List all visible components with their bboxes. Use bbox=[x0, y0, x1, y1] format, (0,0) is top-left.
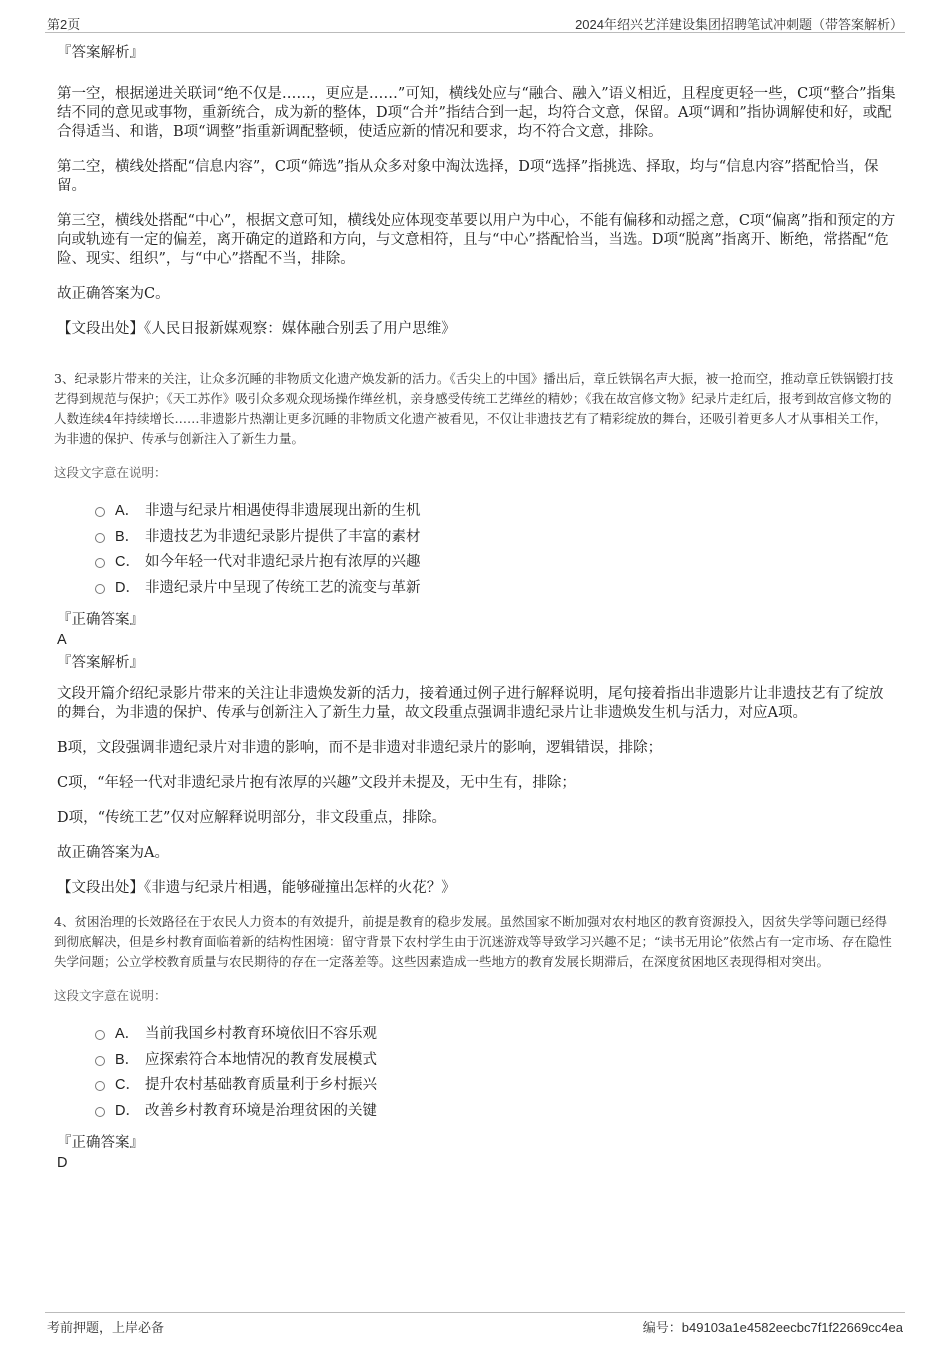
option-a[interactable]: A． 非遗与纪录片相遇使得非遗展现出新的生机 bbox=[95, 499, 897, 525]
option-c[interactable]: C． 如今年轻一代对非遗纪录片抱有浓厚的兴趣 bbox=[95, 550, 897, 576]
analysis-label: 『答案解析』 bbox=[57, 45, 144, 61]
radio-icon[interactable] bbox=[95, 1056, 105, 1066]
question-3 bbox=[54, 369, 897, 898]
document-code: 编号：b49103a1e4582eecbc7f1f22669cc4ea bbox=[642, 1320, 903, 1335]
radio-icon[interactable] bbox=[95, 1081, 105, 1091]
option-d[interactable]: D． 改善乡村教育环境是治理贫困的关键 bbox=[95, 1099, 897, 1125]
question-prompt: 这段文字意在说明： bbox=[54, 988, 167, 1003]
correct-answer-label: 『正确答案』 bbox=[57, 612, 144, 628]
option-d[interactable]: D． 非遗纪录片中呈现了传统工艺的流变与革新 bbox=[95, 576, 897, 602]
analysis-paragraph: B项，文段强调非遗纪录片对非遗的影响，而不是非遗对非遗纪录片的影响，逻辑错误，排除； bbox=[57, 740, 663, 756]
radio-icon[interactable] bbox=[95, 1030, 105, 1040]
correct-answer: D bbox=[57, 1155, 68, 1171]
page-footer bbox=[45, 1312, 905, 1335]
answer-conclusion: 故正确答案为C。 bbox=[57, 286, 170, 302]
option-list bbox=[95, 1022, 897, 1124]
question-4 bbox=[54, 912, 897, 1173]
option-b[interactable]: B． 非遗技艺为非遗纪录影片提供了丰富的素材 bbox=[95, 525, 897, 551]
radio-icon[interactable] bbox=[95, 558, 105, 568]
document-title: 2024年绍兴艺洋建设集团招聘笔试冲刺题（带答案解析） bbox=[575, 17, 903, 32]
option-a[interactable]: A． 当前我国乡村教育环境依旧不容乐观 bbox=[95, 1022, 897, 1048]
page-content bbox=[54, 44, 897, 1177]
footer-slogan: 考前押题，上岸必备 bbox=[47, 1320, 165, 1335]
analysis-paragraph: 文段开篇介绍纪录影片带来的关注让非遗焕发新的活力，接着通过例子进行解释说明，尾句接着指出非遗影片让非遗技艺有了绽放的舞台，为非遗的保护、传承与创新注入了新生力量，故文段重点强调非遗纪录片让非遗焕发生机与活力，对应A项。 bbox=[57, 686, 884, 721]
analysis-paragraph: 第三空，横线处搭配“中心”，根据文意可知，横线处应体现变革要以用户为中心，不能有偏移和动摇之意，C项“偏离”指和预定的方向或轨迹有一定的偏差，离开确定的道路和方向，与文意相符，且与“中心”搭配恰当，当选。D项“脱离”指离开、断绝，常搭配“危险、现实、组织”，与“中心”搭配不当，排除。 bbox=[57, 213, 896, 267]
page-header bbox=[45, 12, 905, 33]
question-prompt: 这段文字意在说明： bbox=[54, 465, 167, 480]
analysis-paragraph: 第一空，根据递进关联词“绝不仅是……，更应是……”可知，横线处应与“融合、融入”语义相近，且程度更轻一些，C项“整合”指集结不同的意见或事物，重新统合，成为新的整体，D项“合并”指结合到一起，均符合文意，保留。A项“调和”指协调解使和好，或配合得适当、和谐，B项“调整”指重新调配整顿，使适应新的情况和要求，均不符合文意，排除。 bbox=[57, 86, 896, 140]
source-citation: 【文段出处】《人民日报新媒观察：媒体融合别丢了用户思维》 bbox=[57, 321, 456, 337]
analysis-paragraph: 第二空，横线处搭配“信息内容”，C项“筛选”指从众多对象中淘汰选择，D项“选择”指挑选、择取，均与“信息内容”搭配恰当，保留。 bbox=[57, 159, 879, 194]
analysis-paragraph: C项，“年轻一代对非遗纪录片抱有浓厚的兴趣”文段并未提及，无中生有，排除； bbox=[57, 775, 576, 791]
radio-icon[interactable] bbox=[95, 584, 105, 594]
question-stem: 4、贫困治理的长效路径在于农民人力资本的有效提升，前提是教育的稳步发展。虽然国家不断加强对农村地区的教育资源投入，因贫失学等问题已经得到彻底解决，但是乡村教育面临着新的结构性困境：留守背景下农村学生由于沉迷游戏等导致学习兴趣不足；“读书无用论”依然占有一定市场、存在隐性失学问题；公立学校教育质量与农民期待的存在一定落差等。这些因素造成一些地方的教育发展长期滞后，在深度贫困地区表现得相对突出。 bbox=[54, 914, 892, 969]
question-2-analysis bbox=[57, 44, 897, 339]
analysis-label: 『答案解析』 bbox=[57, 655, 144, 671]
radio-icon[interactable] bbox=[95, 507, 105, 517]
radio-icon[interactable] bbox=[95, 533, 105, 543]
option-b[interactable]: B． 应探索符合本地情况的教育发展模式 bbox=[95, 1048, 897, 1074]
option-c[interactable]: C． 提升农村基础教育质量利于乡村振兴 bbox=[95, 1073, 897, 1099]
correct-answer-label: 『正确答案』 bbox=[57, 1135, 144, 1151]
correct-answer: A bbox=[57, 632, 67, 648]
option-list bbox=[95, 499, 897, 601]
radio-icon[interactable] bbox=[95, 1107, 105, 1117]
answer-conclusion: 故正确答案为A。 bbox=[57, 845, 169, 861]
source-citation: 【文段出处】《非遗与纪录片相遇，能够碰撞出怎样的火花？》 bbox=[57, 880, 456, 896]
page-number: 第2页 bbox=[47, 17, 81, 32]
analysis-paragraph: D项，“传统工艺”仅对应解释说明部分，非文段重点，排除。 bbox=[57, 810, 446, 826]
question-stem: 3、纪录影片带来的关注，让众多沉睡的非物质文化遗产焕发新的活力。《舌尖上的中国》播出后，章丘铁锅名声大振，被一抢而空，推动章丘铁锅锻打技艺得到规范与保护；《天工苏作》吸引众多观众现场操作缂丝机，亲身感受传统工艺缂丝的精妙；《我在故宫修文物》纪录片走红后，报考到故宫修文物的人数连续4年持续增长……非遗影片热潮让更多沉睡的非物质文化遗产被看见，不仅让非遗技艺有了精彩绽放的舞台，还吸引着更多人才从事相关工作，为非遗的保护、传承与创新注入了新生力量。 bbox=[54, 371, 894, 446]
